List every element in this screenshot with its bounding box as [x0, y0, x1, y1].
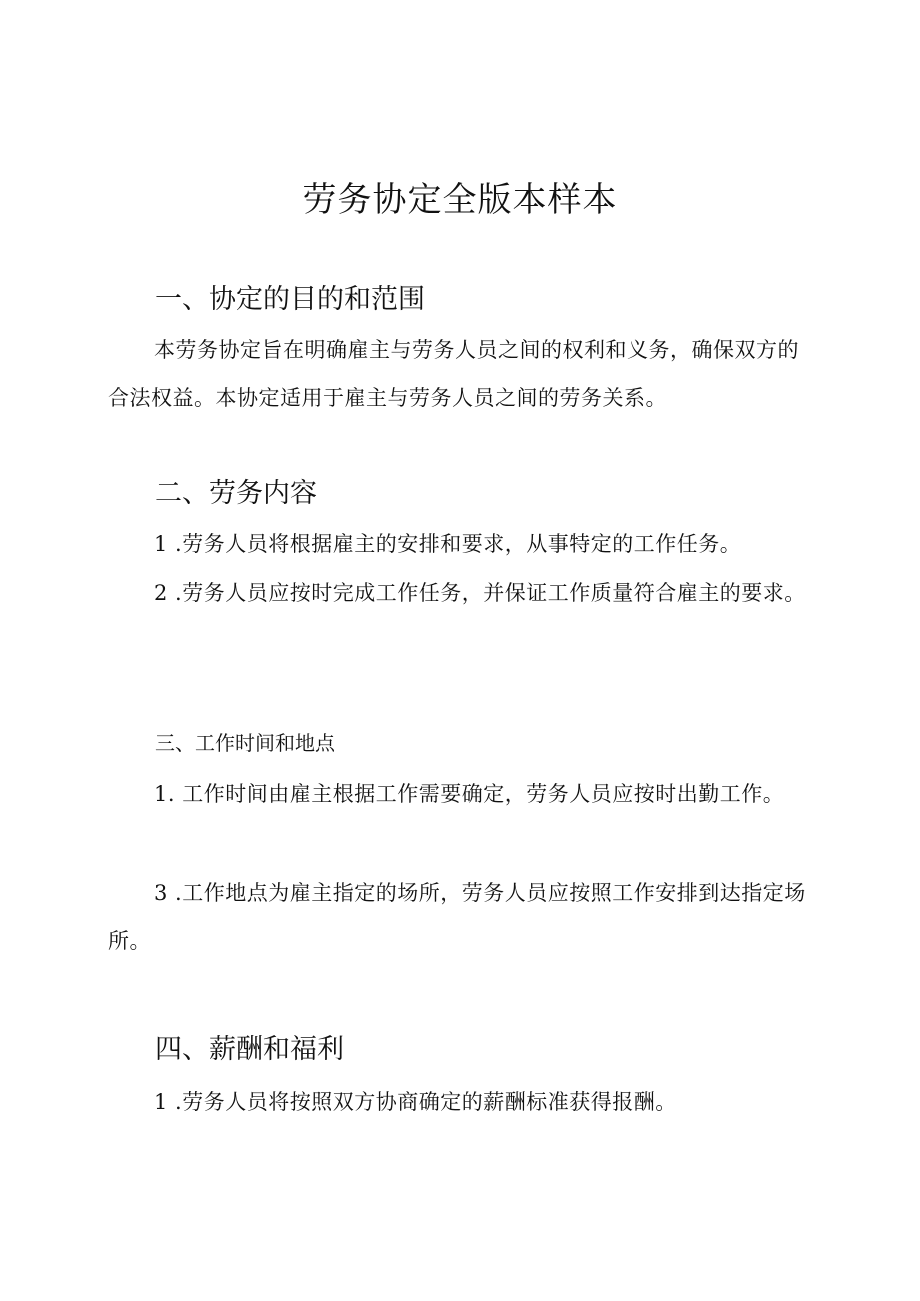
section-1-paragraph-1: 本劳务协定旨在明确雇主与劳务人员之间的权利和义务，确保双方的合法权益。本协定适用于雇主与劳务人员之间的劳务关系。	[108, 338, 799, 410]
section-2-paragraph-2: 2 .劳务人员应按时完成工作任务，并保证工作质量符合雇主的要求。	[154, 581, 806, 605]
section-4-paragraph-1: 1 .劳务人员将按照双方协商确定的薪酬标准获得报酬。	[154, 1090, 677, 1114]
section-2-paragraph-1: 1 .劳务人员将根据雇主的安排和要求，从事特定的工作任务。	[154, 532, 742, 556]
section-3-heading: 三、工作时间和地点	[155, 731, 335, 755]
section-1-heading: 一、协定的目的和范围	[155, 284, 425, 315]
section-2-heading: 二、劳务内容	[155, 478, 317, 509]
section-4-heading: 四、薪酬和福利	[155, 1034, 344, 1065]
document-title: 劳务协定全版本样本	[302, 180, 618, 220]
section-3-paragraph-1: 1. 工作时间由雇主根据工作需要确定，劳务人员应按时出勤工作。	[154, 782, 785, 806]
section-3-paragraph-2: 3 .工作地点为雇主指定的场所，劳务人员应按照工作安排到达指定场所。	[108, 881, 806, 953]
